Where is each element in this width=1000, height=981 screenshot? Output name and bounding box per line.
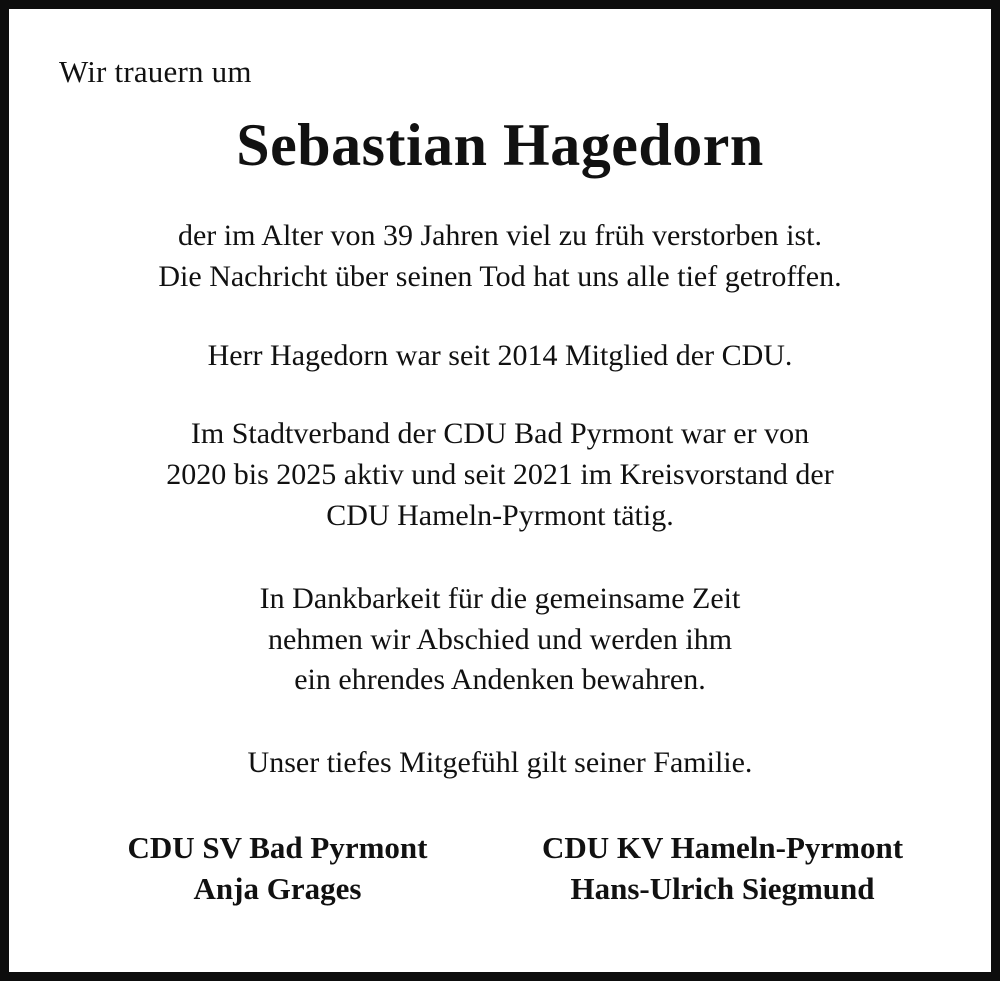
obituary-paragraph-2: Herr Hagedorn war seit 2014 Mitglied der CDU.: [207, 338, 793, 372]
signature-organization: CDU KV Hameln-Pyrmont: [541, 830, 904, 866]
signature-person: Anja Grages: [193, 870, 362, 906]
obituary-paragraph-5: Unser tiefes Mitgefühl gilt seiner Familie.: [247, 746, 753, 780]
signature-person: Hans-Ulrich Siegmund: [570, 870, 875, 906]
deceased-name: Sebastian Hagedorn: [236, 112, 764, 179]
obituary-paragraph-3: Im Stadtverband der CDU Bad Pyrmont war er von 2020 bis 2025 aktiv und seit 2021 im Kreisvorstand der CDU Hameln-Pyrmont tätig.: [166, 417, 834, 533]
signature-area: [49, 828, 951, 910]
obituary-paragraph-4: In Dankbarkeit für die gemeinsame Zeit nehmen wir Abschied und werden ihm ein ehrendes Andenken bewahren.: [259, 581, 741, 697]
signature-organization: CDU SV Bad Pyrmont: [127, 830, 428, 866]
intro-line: Wir trauern um: [59, 54, 252, 89]
obituary-paragraph-1: der im Alter von 39 Jahren viel zu früh verstorben ist. Die Nachricht über seinen Tod hat uns alle tief getroffen.: [158, 219, 842, 293]
signature-block-right: [500, 828, 945, 910]
signature-block-left: [55, 828, 500, 910]
